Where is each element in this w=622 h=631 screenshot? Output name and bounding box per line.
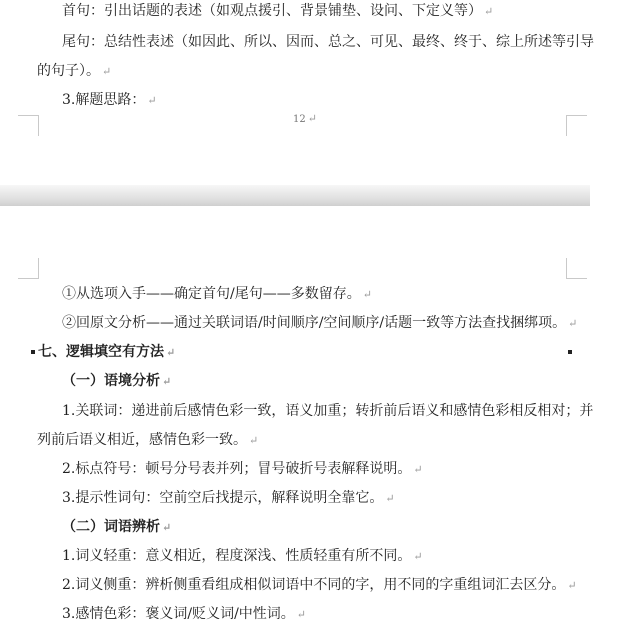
section-heading[interactable] [38, 343, 175, 362]
text-line[interactable] [62, 91, 157, 110]
paragraph-mark-icon: ↵ [296, 608, 307, 621]
heading-bullet-icon [568, 350, 572, 354]
text-line-content: ②回原文分析——通过关联词语/时间顺序/空间顺序/话题一致等方法查找捆绑项。 [62, 315, 567, 331]
text-line[interactable] [62, 314, 577, 333]
paragraph-mark-icon: ↵ [567, 579, 577, 592]
subsection-heading-text: （一）语境分析 [62, 373, 160, 389]
text-line-content: ①从选项入手——确定首句/尾句——多数留存。 [62, 286, 361, 302]
paragraph-mark-icon: ↵ [413, 463, 423, 476]
paragraph-mark-icon: ↵ [162, 375, 172, 388]
text-line-content: 2.词义侧重：辨析侧重看组成相似词语中不同的字，用不同的字重组词汇去区分。 [62, 577, 566, 593]
paragraph-mark-icon: ↵ [568, 317, 578, 330]
paragraph-mark-icon: ↵ [162, 521, 172, 534]
heading-bullet-icon [31, 350, 35, 354]
text-line-content: 的句子）。 [37, 63, 100, 79]
text-line-content: 1.关联词：递进前后感情色彩一致，语义加重；转折前后语义和感情色彩相反相对；并 [62, 403, 594, 419]
paragraph-mark-icon: ↵ [166, 346, 176, 359]
text-line[interactable] [62, 285, 372, 304]
text-line-content: 3.感情色彩：褒义词/贬义词/中性词。 [62, 606, 295, 622]
text-line[interactable] [37, 62, 111, 81]
text-line[interactable] [37, 431, 258, 450]
text-line[interactable] [62, 605, 306, 624]
paragraph-mark-icon: ↵ [249, 434, 259, 447]
paragraph-mark-icon: ↵ [385, 492, 395, 505]
text-line[interactable] [62, 576, 577, 595]
text-line-content: 3.解题思路： [62, 92, 146, 108]
text-line-content: 尾句：总结性表述（如因此、所以、因而、总之、可见、最终、终于、综上所述等引导 [62, 34, 594, 50]
page-number-value: 12 [293, 114, 306, 125]
margin-corner-mark [566, 258, 587, 279]
margin-corner-mark [566, 115, 587, 136]
text-line[interactable] [62, 489, 395, 508]
text-line-content: 列前后语义相近，感情色彩一致。 [37, 432, 247, 448]
paragraph-mark-icon: ↵ [307, 112, 317, 125]
text-line[interactable] [62, 460, 423, 479]
text-line-content: 3.提示性词句：空前空后找提示，解释说明全靠它。 [62, 490, 384, 506]
paragraph-mark-icon: ↵ [362, 288, 372, 301]
subsection-heading[interactable] [62, 518, 171, 537]
section-heading-text: 七、逻辑填空有方法 [38, 344, 164, 360]
text-line[interactable] [62, 33, 594, 51]
text-line[interactable] [62, 2, 493, 21]
page-number [293, 112, 317, 125]
text-line-content: 2.标点符号：顿号分号表并列；冒号破折号表解释说明。 [62, 461, 412, 477]
margin-corner-mark [18, 115, 39, 136]
paragraph-mark-icon: ↵ [413, 550, 423, 563]
paragraph-mark-icon: ↵ [102, 65, 112, 78]
subsection-heading-text: （二）词语辨析 [62, 519, 160, 535]
paragraph-mark-icon: ↵ [484, 5, 494, 18]
text-line-content: 1.词义轻重：意义相近，程度深浅、性质轻重有所不同。 [62, 548, 412, 564]
text-line-content: 首句：引出话题的表述（如观点援引、背景铺垫、设问、下定义等） [62, 3, 482, 19]
paragraph-mark-icon: ↵ [147, 94, 157, 107]
page-break-gap [0, 185, 622, 206]
text-line[interactable] [62, 547, 423, 566]
margin-corner-mark [18, 258, 39, 279]
page-break-gap-right-edge [590, 185, 622, 206]
subsection-heading[interactable] [62, 372, 171, 391]
text-line[interactable] [62, 402, 593, 420]
